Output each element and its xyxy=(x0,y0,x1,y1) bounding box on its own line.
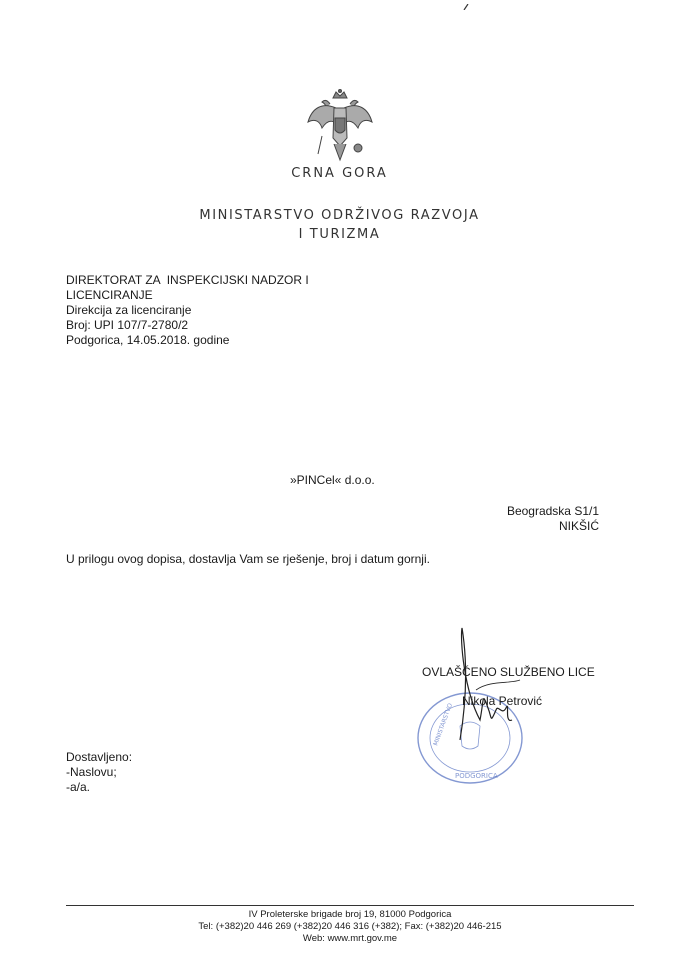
recipient-company: »PINCel« d.o.o. xyxy=(290,473,375,487)
signatory-name: Nikola Petrović xyxy=(462,694,543,708)
recipient-address xyxy=(507,504,599,534)
footer-address: IV Proleterske brigade broj 19, 81000 Podgorica xyxy=(248,909,452,920)
directorate-division: Direkcija za licenciranje xyxy=(66,303,192,317)
handwritten-signature xyxy=(440,620,550,750)
ministry-line-2: I TURIZMA xyxy=(298,227,381,242)
svg-text:MINISTARSTVO: MINISTARSTVO xyxy=(432,702,455,747)
svg-text:PODGORICA: PODGORICA xyxy=(455,772,498,780)
ministry-name xyxy=(0,206,679,244)
delivered-item: -Naslovu; xyxy=(66,765,117,779)
footer-web: Web: www.mrt.gov.me xyxy=(302,933,398,944)
delivered-heading: Dostavljeno: xyxy=(66,750,133,764)
directorate-line-1: DIREKTORAT ZA INSPEKCIJSKI NADZOR I xyxy=(66,273,309,287)
coat-of-arms-icon xyxy=(300,88,380,168)
signatory-title: OVLAŠĆENO SLUŽBENO LICE xyxy=(422,665,595,679)
footer-divider xyxy=(66,905,634,906)
recipient-street: Beogradska S1/1 xyxy=(506,504,599,518)
intro-paragraph: U prilogu ovog dopisa, dostavlja Vam se rješenje, broj i datum gornji. xyxy=(66,552,430,566)
delivered-item: -a/a. xyxy=(66,780,91,794)
directorate-line-2: LICENCIRANJE xyxy=(66,288,153,302)
ministry-line-1: MINISTARSTVO ODRŽIVOG RAZVOJA xyxy=(199,208,480,223)
delivered-list xyxy=(66,750,132,795)
scan-mark xyxy=(463,4,469,10)
document-header xyxy=(66,273,309,348)
footer-phones: Tel: (+382)20 446 269 (+382)20 446 316 (+382); Fax: (+382)20 446-215 xyxy=(198,921,502,932)
recipient-city: NIKŠIĆ xyxy=(558,519,599,533)
country-name: CRNA GORA xyxy=(291,166,388,181)
place-date: Podgorica, 14.05.2018. godine xyxy=(66,333,230,347)
footer xyxy=(66,909,634,945)
reference-number: Broj: UPI 107/7-2780/2 xyxy=(66,318,189,332)
